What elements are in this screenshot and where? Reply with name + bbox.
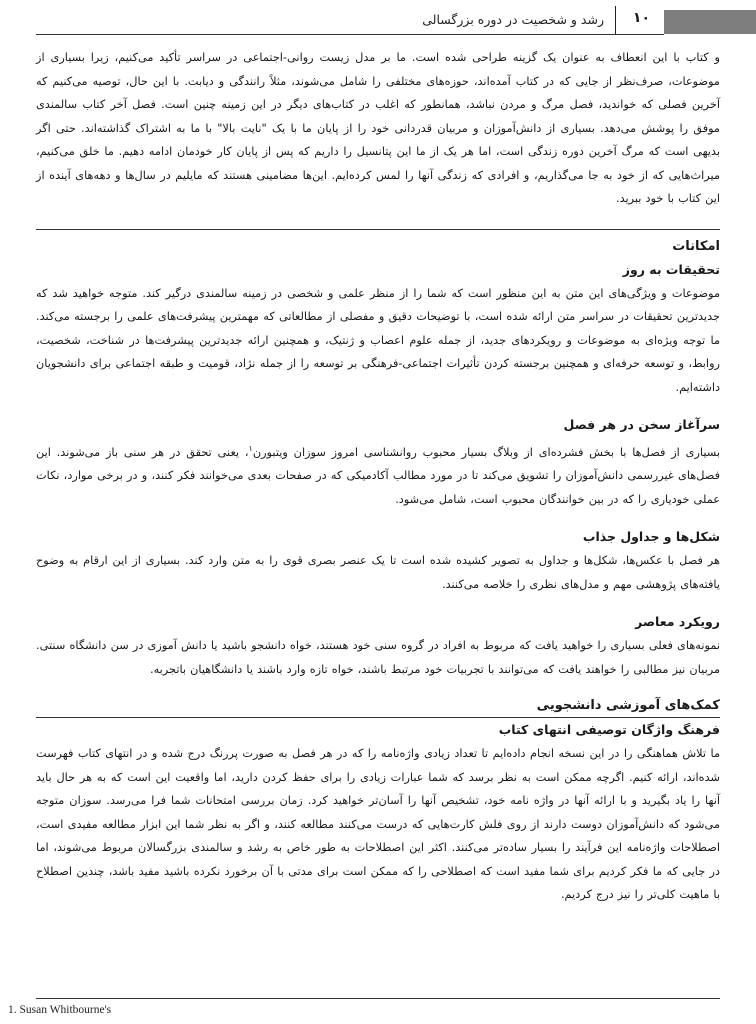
subsection-title: شکل‌ها و جداول جذاب — [582, 529, 720, 545]
page-body — [36, 46, 720, 907]
section-rule — [36, 229, 720, 230]
subsection-title: سرآغاز سخن در هر فصل — [563, 417, 720, 432]
header-separator — [615, 6, 616, 34]
subsection-title: رویکرد معاصر — [635, 614, 720, 630]
subsection-text: موضوعات و ویژگی‌های این متن به این منظور است که شما را از منظر علمی و شخصی در زمینه سالمندی درگیر کند. متوجه خواهید شد که جدیدترین تحقیقات در سراسر متن ارائه شده است، با توضیحات دقیق و مفصلی از مطالعاتی که مهمترین پیشرفت‌های علمی را برجسته می‌کند. ما توجه ویژه‌ای به موضوعات و رویکردهای جدید، از جمله علوم اعصاب و ژنتیک، و همچنین ارائه جدیدترین پیشرفت‌ها در شناخت، شخصیت، روابط، و توسعه حرفه‌ای و همچنین برجسته کردن تأثیرات اجتماعی-فرهنگی بر توسعه را از جمله نژاد، قومیت و طبقه اجتماعی برای دانشجویان داشته‌ایم. — [36, 286, 720, 394]
footnote: 1. Susan Whitbourne's — [8, 1004, 112, 1016]
page-number: ۱۰ — [632, 10, 650, 26]
subsection-text: نمونه‌های فعلی بسیاری را خواهید یافت که مربوط به افراد در گروه سنی خود هستند، خواه دانشجو باشید یا دانش آموزی در سن دانشگاه سنتی. مربیان نیز مطالبی را خواهند یافت که می‌توانند با تجربیات خود مرتبط باشند، خواه تازه وارد باشند یا دانشگاهیان باتجربه. — [36, 639, 720, 676]
subsection-title: فرهنگ واژگان توصیفی انتهای کتاب — [498, 722, 720, 738]
header-tab-bar — [664, 10, 756, 34]
header-rule — [36, 34, 664, 35]
subsection-text-part: بسیاری از فصل‌ها با بخش فشرده‌ای از وبلاگ بسیار محبوب روانشناسی امروز سوزان ویتبورن — [252, 445, 720, 459]
intro-paragraph: و کتاب با این انعطاف به عنوان یک گزینه طراحی شده است. ما بر مدل زیست روانی-اجتماعی در سراسر تأکید می‌کنیم، زیرا بسیاری از موضوعات، صرف‌نظر از جایی که در کتاب آمده‌اند، حوزه‌های مختلفی را شامل می‌شوند، مثلاً رانندگی و دیابت. با این حال، توصیه می‌کنیم که آخرین فصلی که خواندید، فصل مرگ و مردن نباشد، همانطور که اغلب در کتاب‌های دیگر در این زمینه چنین است. فصل آخر کتاب سالمندی موفق را پوشش می‌دهد. بسیاری از دانش‌آموزان و مربیان قدردانی خود را از پایان ما با یک "نایت بالا" با ما به اشتراک گذاشته‌اند. حتی اگر بدیهی است که مرگ آخرین دوره زندگی است، اما هر یک از ما این پتانسیل را داریم که پس از پایان کار خودمان ادامه دهیم. ما خلق می‌کنیم، میراث‌هایی که از خود به جا می‌گذاریم، و افرادی که زندگی آنها را لمس کرده‌ایم. این‌ها مضامینی هستند که مایلیم در سال‌ها و دهه‌های آینده از این کتاب با خود ببرید. — [36, 51, 720, 205]
section-title-features: امکانات — [672, 238, 720, 254]
section-title-student-aids: کمک‌های آموزشی دانشجویی — [536, 698, 720, 714]
footnote-rule — [36, 998, 720, 999]
subsection-text — [36, 437, 720, 511]
running-title: رشد و شخصیت در دوره بزرگسالی — [422, 12, 604, 27]
subsection-title: تحقیقات به روز — [622, 261, 720, 277]
subsection-text: هر فصل با عکس‌ها، شکل‌ها و جداول به تصویر کشیده شده است تا یک عنصر بصری قوی را به متن وارد کند. بسیاری از این ارقام به وضوح یافته‌های پژوهشی مهم و مدل‌های نظری را خلاصه می‌کنند. — [36, 554, 720, 591]
page-header — [0, 0, 756, 40]
subsection-text: ما تلاش هماهنگی را در این نسخه انجام داده‌ایم تا تعداد زیادی واژه‌نامه را که در هر فصل به صورت پررنگ درج شده و در انتهای کتاب فهرست شده‌اند، ارائه کنیم. اگرچه ممکن است به نظر برسد که شما عبارات زیادی را برای حفظ کردن دارید، اما واقعیت این است که به هر حال باید آنها را یاد بگیرید و با ارائه آنها در واژه نامه خود، تشخیص آنها را آسان‌تر خواهید کرد. زمان بررسی امتحانات شما فرا می‌رسد. سوزان متوجه می‌شود که دانش‌آموزان دوست دارند از روی فلش کارت‌هایی که درست می‌کنند مطالعه کنند، و اگر به نظر شما این ابزار مطالعه مفیدی است، اصطلاحات واژه‌نامه این فرآیند را بسیار ساده‌تر می‌کنند. اکثر این اصطلاحات به طور خاص به رشد و سالمندی بزرگسالان مربوط می‌شوند، اما در جایی که ما فکر کردیم برای شما مفید است که اصطلاحی را که ممکن است برای مدتی با آن برخورد نکرده باشید مفید باشد، چندین اصطلاح با ماهیت کلی‌تر را نیز درج کردیم. — [36, 747, 720, 902]
footnote-marker: ۱ — [248, 444, 253, 453]
subsection-text-part: ، یعنی تحقق در هر سنی باز می‌شوند. این فصل‌های غیررسمی دانش‌آموزان را تشویق می‌کند تا در مورد مطالب آکادمیکی که در صفحات بعدی می‌خوانند فکر کنند، و در برخی موارد، نکات عملی خودیاری را که در بین خوانندگان محبوب است، شامل می‌شود. — [36, 445, 720, 506]
